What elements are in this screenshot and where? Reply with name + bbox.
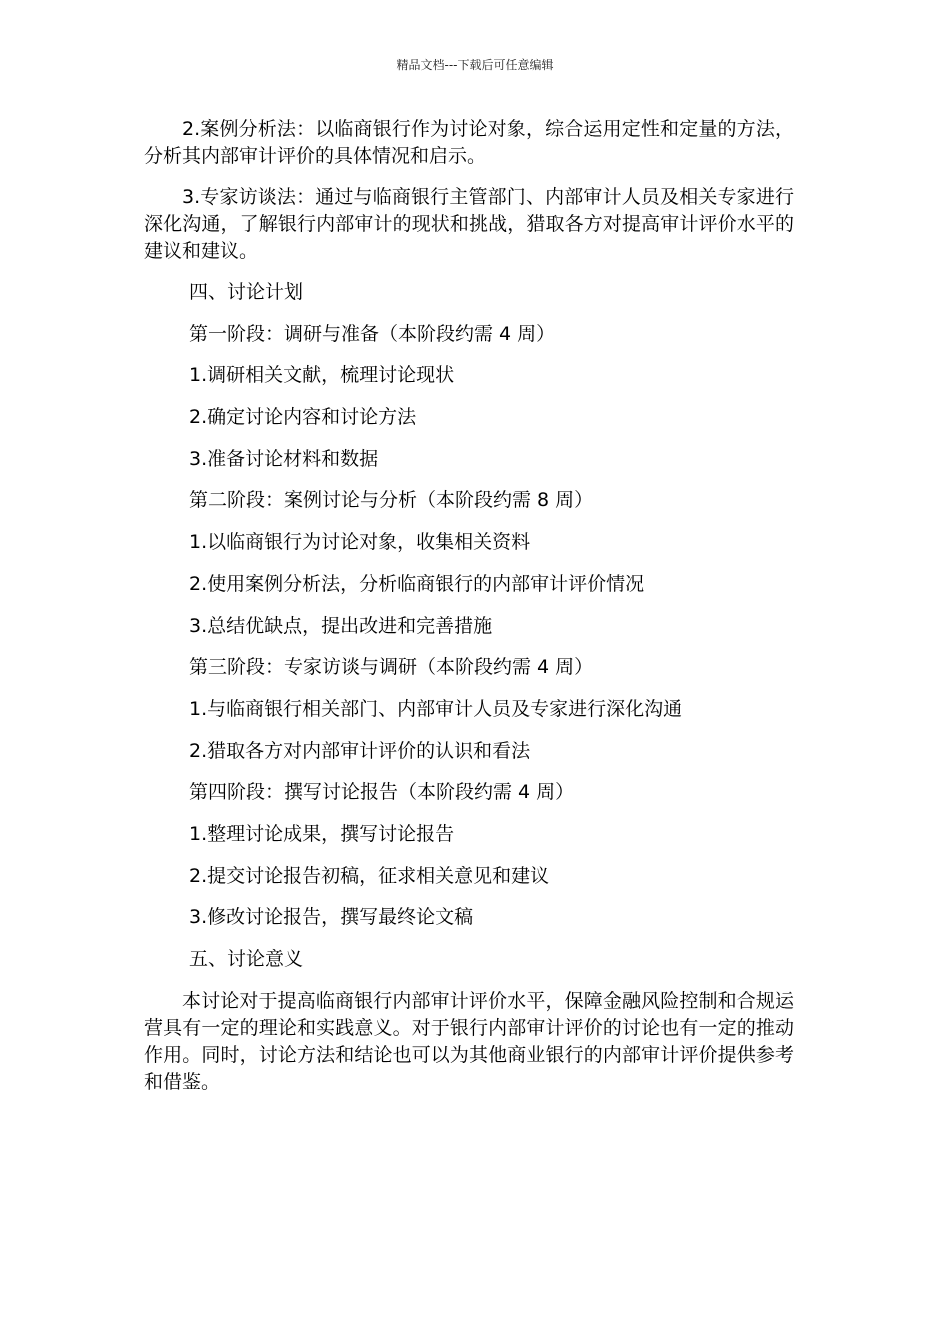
stage-title: 第三阶段：专家访谈与调研（本阶段约需 4 周） xyxy=(189,656,594,679)
significance-paragraph: 本讨论对于提高临商银行内部审计评价水平，保障金融风险控制和合规运营具有一定的理论和实践意义。对于银行内部审计评价的讨论也有一定的推动作用。同时，讨论方法和结论也可以为其他商业银行的内部审计评价提供参考和借鉴。 xyxy=(144,989,794,1093)
section-heading-significance: 五、讨论意义 xyxy=(189,948,304,970)
stage-title: 第四阶段：撰写讨论报告（本阶段约需 4 周） xyxy=(189,781,575,804)
stage-item: 2.提交讨论报告初稿，征求相关意见和建议 xyxy=(189,864,550,887)
method-case-analysis-paragraph: 2.案例分析法：以临商银行作为讨论对象，综合运用定性和定量的方法，分析其内部审计评价的具体情况和启示。 xyxy=(144,118,794,167)
stage-title: 第一阶段：调研与准备（本阶段约需 4 周） xyxy=(189,322,556,345)
section-heading-plan: 四、讨论计划 xyxy=(189,281,304,303)
stage-item: 1.与临商银行相关部门、内部审计人员及专家进行深化沟通 xyxy=(189,697,683,720)
stage-item: 3.总结优缺点，提出改进和完善措施 xyxy=(189,614,493,637)
page-header: 精品文档---下载后可任意编辑 xyxy=(396,58,554,72)
document-body xyxy=(144,116,794,1110)
method-expert-interview-paragraph: 3.专家访谈法：通过与临商银行主管部门、内部审计人员及相关专家进行深化沟通，了解银行内部审计的现状和挑战，猎取各方对提高审计评价水平的建议和建议。 xyxy=(144,186,794,262)
stage-item: 3.准备讨论材料和数据 xyxy=(189,447,379,470)
stage-item: 1.以临商银行为讨论对象，收集相关资料 xyxy=(189,531,531,554)
stage-item: 2.使用案例分析法，分析临商银行的内部审计评价情况 xyxy=(189,572,645,595)
stage-item: 2.猎取各方对内部审计评价的认识和看法 xyxy=(189,739,531,762)
stage-item: 1.整理讨论成果，撰写讨论报告 xyxy=(189,822,455,845)
stage-item: 2.确定讨论内容和讨论方法 xyxy=(189,406,417,429)
stage-item: 1.调研相关文献，梳理讨论现状 xyxy=(189,364,455,387)
stage-item: 3.修改讨论报告，撰写最终论文稿 xyxy=(189,906,474,929)
stage-title: 第二阶段：案例讨论与分析（本阶段约需 8 周） xyxy=(189,489,594,512)
